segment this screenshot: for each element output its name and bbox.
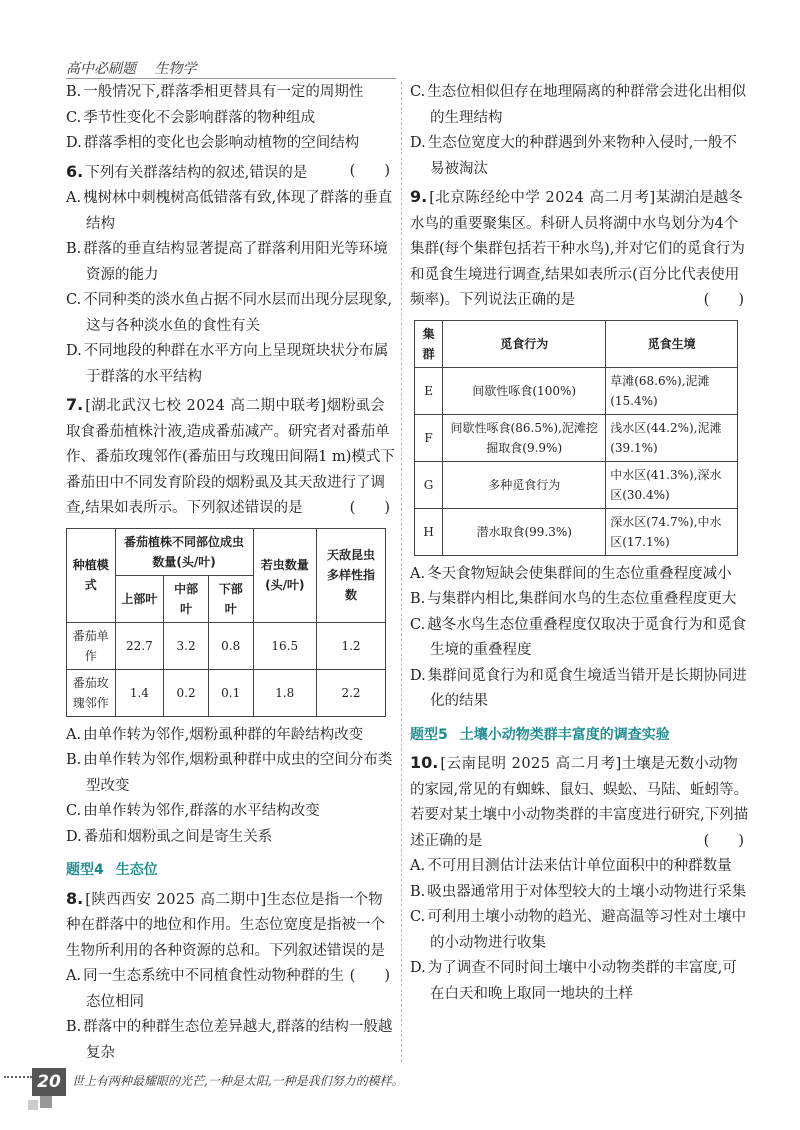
th-mode: 种植模式 [67, 528, 116, 622]
footer-square-decoration [28, 1100, 38, 1110]
q7-option-b: B. 由单作转为邻作,烟粉虱种群中成虫的空间分布类型改变 [66, 752, 393, 794]
q5-option-c: C. 季节性变化不会影响群落的物种组成 [66, 109, 316, 126]
q9-option-d: D. 集群间觅食行为和觅食生境适当错开是长期协同进化的结果 [410, 667, 747, 709]
th-insect: 番茄植株不同部位成虫数量(头/叶) [115, 528, 253, 575]
th-behavior: 觅食行为 [443, 320, 606, 367]
table-row: H 潜水取食(99.3%) 深水区(74.7%),中水区(17.1%) [415, 508, 738, 555]
table-row: 番茄单作 22.7 3.2 0.8 16.5 1.2 [67, 622, 386, 669]
page-number: 20 [32, 1068, 66, 1096]
table-row: G 多种觅食行为 中水区(41.3%),深水区(30.4%) [415, 461, 738, 508]
header-rule [66, 78, 396, 79]
subject-title: 生物学 [154, 61, 197, 77]
q6-option-b: B. 群落的垂直结构显著提高了群落利用阳光等环境资源的能力 [66, 241, 388, 283]
q10-option-b: B. 吸虫器通常用于对体型较大的土壤小动物进行采集 [410, 883, 747, 900]
q6-stem: 6. 下列有关群落结构的叙述,错误的是 ( ) [66, 161, 390, 181]
q9-option-b: B. 与集群内相比,集群间水鸟的生态位重叠程度更大 [410, 591, 737, 607]
q9-table [414, 320, 738, 556]
q10-option-a: A. 不可用目测估计法来估计单位面积中的种群数量 [410, 858, 732, 874]
q9-stem: 9. [北京陈经纶中学 2024 高二月考]某湖泊是越冬水鸟的重要聚集区。科研人员将湖中水鸟划分为4个集群(每个集群包括若干种水鸟),并对它们的觅食行为和觅食生境进行调查,结果如表所示(百分比代表使用频率)。下列说法正确的是 ( ) [410, 187, 745, 308]
q6-option-d: D. 不同地段的种群在水平方向上呈现斑块状分布属于群落的水平结构 [66, 343, 389, 385]
th-upper: 上部叶 [115, 575, 164, 622]
footer-motto: 世上有两种最耀眼的光芒,一种是太阳,一种是我们努力的模样。 [72, 1074, 404, 1088]
footer-dots [4, 1076, 32, 1078]
table-row: E 间歇性啄食(100%) 草滩(68.6%),泥滩(15.4%) [415, 367, 738, 414]
q8-option-d: D. 生态位宽度大的种群遇到外来物种入侵时,一般不易被淘汰 [410, 135, 737, 177]
table-row: F 间歇性啄食(86.5%),泥滩挖掘取食(9.9%) 浅水区(44.2%),泥滩(39.1%) [415, 414, 738, 461]
q7-table [66, 528, 386, 717]
q10-stem: 10. [云南昆明 2025 高二月考]土壤是无数小动物的家园,常见的有蜘蛛、鼠妇、蜈蚣、马陆、蚯蚓等。若要对某土壤中小动物类群的丰富度进行研究,下列描述正确的是 ( ) [410, 753, 749, 849]
th-nymph: 若虫数量(头/叶) [253, 528, 317, 622]
th-enemy: 天敌昆虫多样性指数 [317, 528, 386, 622]
q8-stem: 8. [陕西西安 2025 高二期中]生态位是指一个物种在群落中的地位和作用。生态位宽度是指被一个生物所利用的各种资源的总和。下列叙述错误的是 ( ) [66, 888, 390, 984]
footer-square-decoration [40, 1096, 52, 1108]
left-column [66, 80, 396, 1066]
q5-option-d: D. 群落季相的变化也会影响动植物的空间结构 [66, 135, 360, 151]
q7-option-c: C. 由单作转为邻作,群落的水平结构改变 [66, 803, 320, 819]
q10-option-c: C. 可利用土壤小动物的趋光、避高温等习性对土壤中的小动物进行收集 [410, 909, 747, 951]
q6-option-c: C. 不同种类的淡水鱼占据不同水层而出现分层现象,这与各种淡水鱼的食性有关 [66, 292, 393, 334]
right-column [410, 80, 750, 1007]
section-heading-5: 题型5 土壤小动物类群丰富度的调查实验 [410, 726, 670, 743]
th-group: 集群 [415, 320, 443, 367]
table-row: 番茄玫瑰邻作 1.4 0.2 0.1 1.8 2.2 [67, 669, 386, 716]
q8-option-c: C. 生态位相似但存在地理隔离的种群常会进化出相似的生理结构 [410, 84, 747, 126]
book-title: 高中必刷题 [66, 61, 136, 77]
q6-option-a: A. 槐树林中刺槐树高低错落有致,体现了群落的垂直结构 [66, 190, 393, 232]
q9-option-c: C. 越冬水鸟生态位重叠程度仅取决于觅食行为和觅食生境的重叠程度 [410, 616, 747, 658]
q7-option-a: A. 由单作转为邻作,烟粉虱种群的年龄结构改变 [66, 726, 364, 743]
q10-option-d: D. 为了调查不同时间土壤中小动物类群的丰富度,可在白天和晚上取同一地块的土样 [410, 960, 737, 1002]
q5-option-b: B. 一般情况下,群落季相更替具有一定的周期性 [66, 84, 364, 100]
section-heading-4: 题型4 生态位 [66, 862, 158, 878]
th-habitat: 觅食生境 [606, 320, 738, 367]
q7-stem: 7. [湖北武汉七校 2024 高二期中联考]烟粉虱会取食番茄植株汁液,造成番茄减产。研究者对番茄单作、番茄玫瑰邻作(番茄田与玫瑰田间隔1 m)模式下番茄田中不同发育阶段的烟粉虱及其天敌进行了调查,结果如表所示。下列叙述错误的是 ( ) [66, 395, 395, 516]
column-divider [401, 82, 402, 1062]
running-header [66, 58, 210, 78]
q8-option-b: B. 群落中的种群生态位差异越大,群落的结构一般越复杂 [66, 1019, 393, 1061]
q9-option-a: A. 冬天食物短缺会使集群间的生态位重叠程度减小 [410, 565, 732, 582]
th-lower: 下部叶 [208, 575, 253, 622]
q8-option-a: A. 同一生态系统中不同植食性动物种群的生态位相同 [66, 968, 345, 1010]
th-middle: 中部叶 [164, 575, 209, 622]
q7-option-d: D. 番茄和烟粉虱之间是寄生关系 [66, 828, 273, 845]
